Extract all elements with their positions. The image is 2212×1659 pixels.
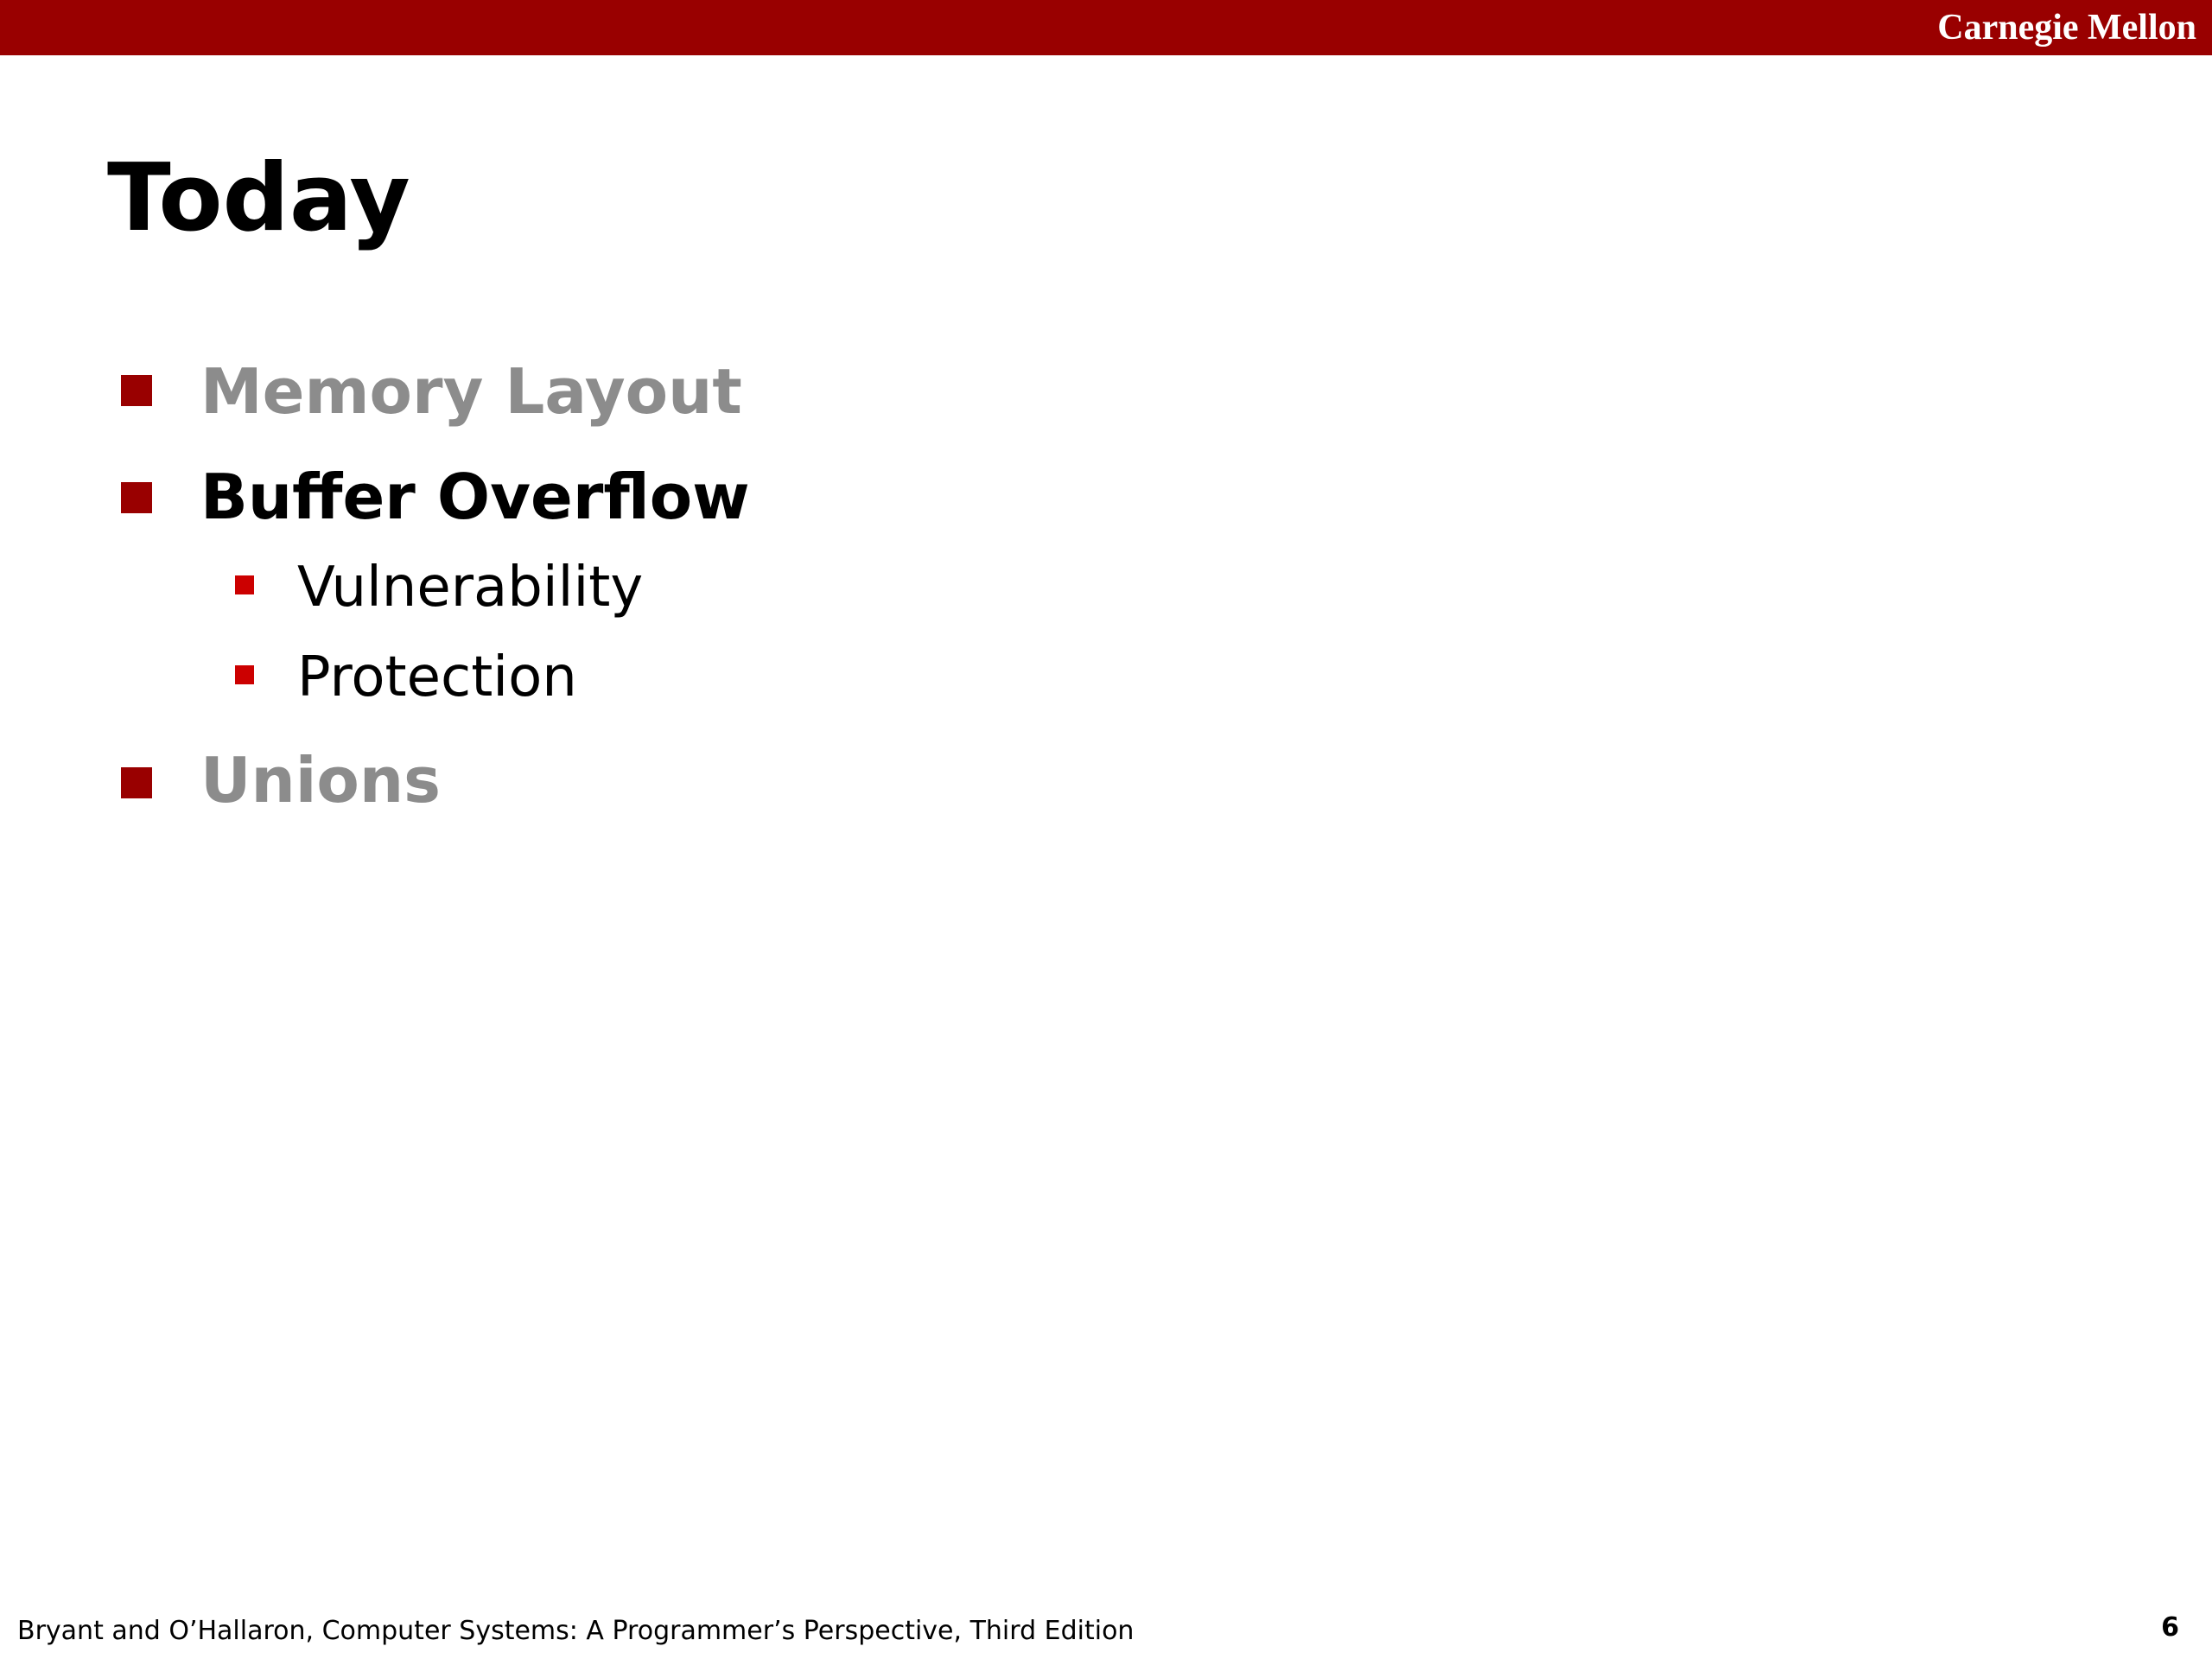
subbullet-label: Protection: [297, 645, 577, 709]
bullet-square-icon: [121, 375, 152, 406]
footer-citation: Bryant and O’Hallaron, Computer Systems: A Programmer’s Perspective, Third Edition: [17, 1616, 1135, 1646]
bullet-label: Unions: [200, 744, 441, 817]
brand-logo-text: Carnegie Mellon: [1937, 8, 2196, 48]
slide-title: Today: [107, 144, 410, 252]
bullet-square-icon: [121, 767, 152, 798]
page-number: 6: [2161, 1612, 2179, 1643]
bullet-label: Buffer Overflow: [200, 461, 750, 533]
bullet-label: Memory Layout: [200, 355, 742, 428]
bullet-square-icon: [121, 482, 152, 513]
subbullet-square-icon: [235, 575, 254, 594]
subbullet-label: Vulnerability: [297, 556, 644, 620]
subbullet-square-icon: [235, 665, 254, 684]
header-bar: [0, 0, 2212, 55]
